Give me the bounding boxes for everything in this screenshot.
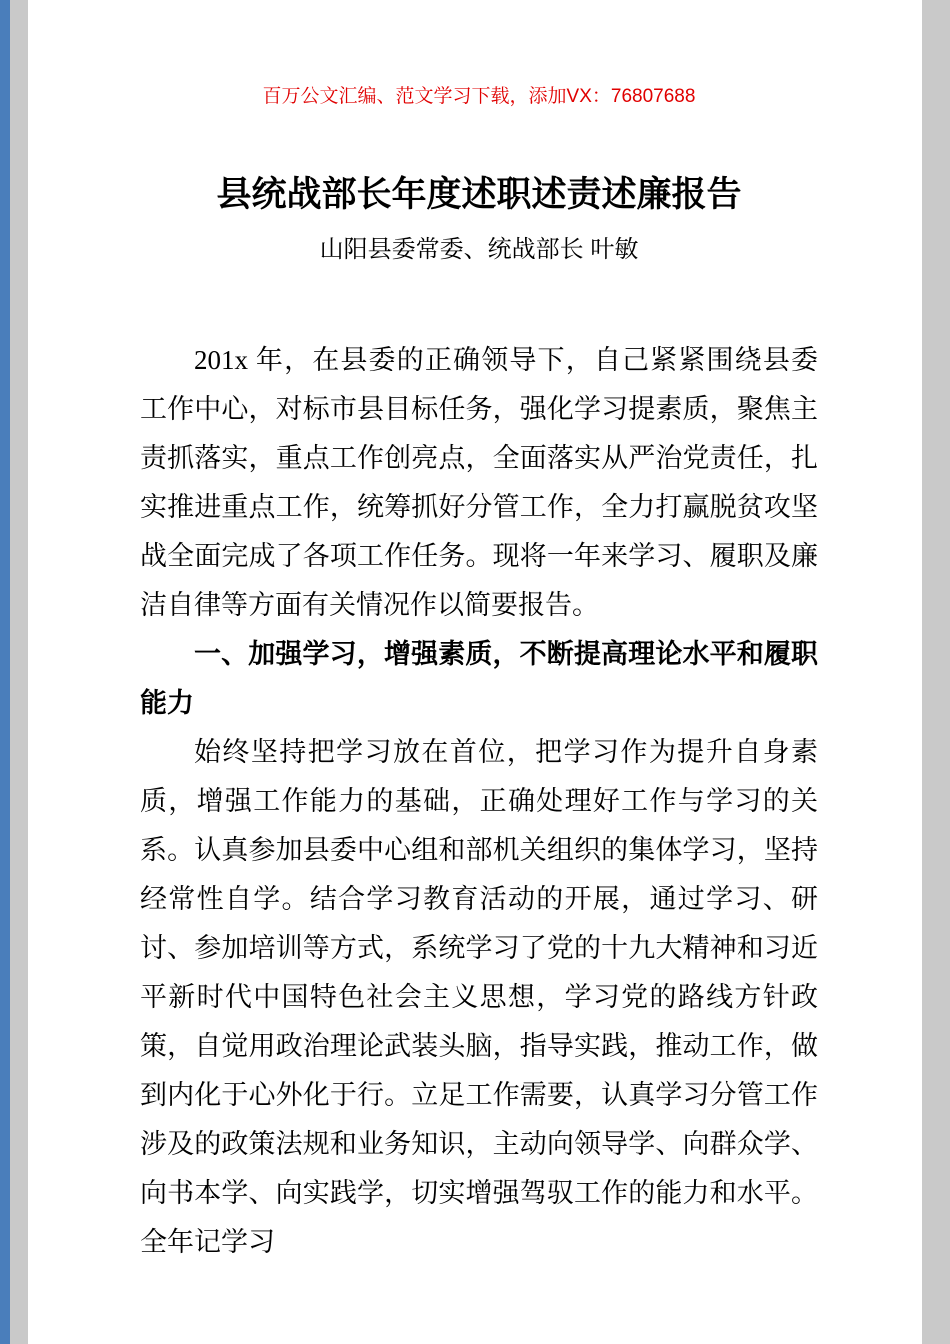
left-accent-bar: [0, 0, 10, 1344]
document-title: 县统战部长年度述职述责述廉报告: [216, 175, 742, 214]
paragraph-section-1: 始终坚持把学习放在首位，把学习作为提升自身素质，增强工作能力的基础，正确处理好工作与学习的关系。认真参加县委中心组和部机关组织的集体学习，坚持经常性自学。结合学习教育活动的开展，通过学习、研讨、参加培训等方式，系统学习了党的十九大精神和习近平新时代中国特色社会主义思想，学习党的路线方针政策，自觉用政治理论武装头脑，指导实践，推动工作，做到内化于心外化于行。立足工作需要，认真学习分管工作涉及的政策法规和业务知识，主动向领导学、向群众学、向书本学、向实践学，切实增强驾驭工作的能力和水平。全年记学习: [140, 737, 818, 1257]
header-notice: 百万公文汇编、范文学习下载，添加VX：76807688: [262, 86, 696, 107]
paragraph-intro: 201x 年，在县委的正确领导下，自己紧紧围绕县委工作中心，对标市县目标任务，强化学习提素质，聚焦主责抓落实，重点工作创亮点，全面落实从严治党责任，扎实推进重点工作，统筹抓好分管工作，全力打赢脱贫攻坚战全面完成了各项工作任务。现将一年来学习、履职及廉洁自律等方面有关情况作以简要报告。: [140, 345, 818, 620]
document-page: [28, 0, 922, 1344]
document-subtitle: 山阳县委常委、统战部长 叶敏: [319, 236, 639, 263]
document-body: [140, 336, 818, 1267]
section-heading: 一、加强学习，增强素质，不断提高理论水平和履职能力: [140, 639, 818, 718]
